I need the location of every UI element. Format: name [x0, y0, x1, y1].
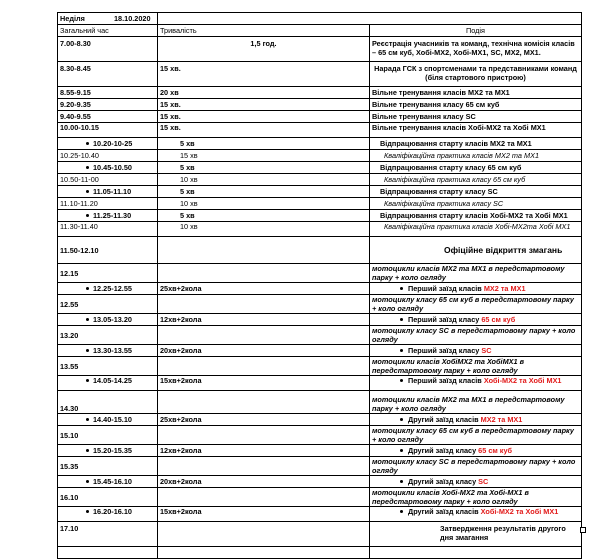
table-row: 9.20-9.35 15 хв. Вільне тренування класу 65 см куб [58, 99, 582, 111]
table-row: 12.25-12.55 25хв+2кола Перший заїзд класів МХ2 та МХ1 [58, 283, 582, 295]
header-row-day [58, 13, 582, 25]
table-row: 10.00-10.15 15 хв. Вільне тренування класів Хобі-МХ2 та Хобі МХ1 [58, 123, 582, 138]
table-row: 11.05-11.10 5 хв Відпрацювання старту класу SC [58, 186, 582, 198]
date-cell: 18.10.2020 [158, 13, 582, 25]
table-row: 10.20-10-25 5 хв Відпрацювання старту класів МХ2 та МХ1 [58, 138, 582, 150]
table-row: 15.45-16.10 20хв+2кола Другий заїзд класу SC [58, 476, 582, 488]
bullet-icon [86, 166, 89, 169]
bullet-icon [86, 349, 89, 352]
table-row: 8.55-9.15 20 хв Вільне тренування класів МХ2 та МХ1 [58, 87, 582, 99]
table-row: 16.20-16.10 15хв+2кола Другий заїзд класів Хобі-МХ2 та Хобі МХ1 [58, 507, 582, 522]
table-row: 14.05-14.25 15хв+2кола Перший заїзд класів Хобі-МХ2 та Хобі МХ1 [58, 376, 582, 391]
bullet-icon [400, 287, 403, 290]
table-row: 13.30-13.55 20хв+2кола Перший заїзд класу SC [58, 345, 582, 357]
bullet-icon [86, 190, 89, 193]
table-row: 14.40-15.10 25хв+2кола Другий заїзд класів МХ2 та МХ1 [58, 414, 582, 426]
table-row: 13.20 мотоциклу класу SC в передстартовому парку + коло огляду [58, 326, 582, 345]
table-row: 14.30 мотоцикли класів МХ2 та МХ1 в передстартовому парку + коло огляду [58, 391, 582, 414]
day-cell: Неділя [58, 13, 158, 25]
bullet-icon [86, 510, 89, 513]
bullet-icon [400, 480, 403, 483]
col-time-header: Загальний час [58, 25, 158, 37]
bullet-icon [400, 449, 403, 452]
bullet-icon [400, 318, 403, 321]
bullet-icon [86, 318, 89, 321]
table-row: 15.20-15.35 12хв+2кола Другий заїзд класу 65 см куб [58, 445, 582, 457]
bullet-icon [86, 287, 89, 290]
table-row: 12.55 мотоциклу класу 65 см куб в передстартовому парку + коло огляду [58, 295, 582, 314]
bullet-icon [400, 510, 403, 513]
table-row: 12.15 мотоцикли класів МХ2 та МХ1 в передстартовому парку + коло огляду [58, 264, 582, 283]
table-row: 15.35 мотоциклу класу SC в передстартовому парку + коло огляду [58, 457, 582, 476]
table-row: 10.45-10.50 5 хв Відпрацювання старту класу 65 см куб [58, 162, 582, 174]
table-row: 8.30-8.45 15 хв. Нарада ГСК з спортсменами та представниками команд (біля стартового пристрою) [58, 62, 582, 87]
bullet-icon [86, 379, 89, 382]
bullet-icon [86, 480, 89, 483]
bullet-icon [86, 142, 89, 145]
table-row: 15.10 мотоциклу класу 65 см куб в передстартовому парку + коло огляду [58, 426, 582, 445]
table-row: 11.25-11.30 5 хв Відпрацювання старту класів Хобі-МХ2 та Хобі МХ1 [58, 210, 582, 222]
table-row: 11.50-12.10 Офіційне відкриття змагань [58, 237, 582, 264]
table-row: 13.55 мотоцикли класів ХобіМХ2 та ХобіМХ1 в передстартовому парку + коло огляду [58, 357, 582, 376]
bullet-icon [400, 418, 403, 421]
table-row: 9.40-9.55 15 хв. Вільне тренування класу SC [58, 111, 582, 123]
col-dur-header: Тривалість [158, 25, 370, 37]
table-row: 7.00-8.30 1,5 год. Реєстрація учасників та команд, технічна комісія класів – 65 см куб, Хобі-МХ2, Хобі-МХ1, SC, MX2, MX1. [58, 37, 582, 62]
table-resize-handle[interactable] [580, 527, 586, 533]
table-row: 10.50-11-00 10 хв Кваліфікаційна практика класу 65 см куб [58, 174, 582, 186]
table-row: 11.30-11.40 10 хв Кваліфікаційна практика класів Хобі-МХ2та Хобі МХ1 [58, 222, 582, 237]
bullet-icon [400, 349, 403, 352]
bullet-icon [86, 449, 89, 452]
table-row: 11.10-11.20 10 хв Кваліфікаційна практика класу SC [58, 198, 582, 210]
table-row: 17.10 Затвердження результатів другого дня змагання [58, 522, 582, 547]
table-row: 16.10 мотоцикли класів Хобі-МХ2 та Хобі-МХ1 в передстартовому парку + коло огляду [58, 488, 582, 507]
bullet-icon [86, 214, 89, 217]
bullet-icon [86, 418, 89, 421]
bullet-icon [400, 379, 403, 382]
schedule-table [57, 12, 582, 559]
table-row [58, 547, 582, 559]
table-row: 13.05-13.20 12хв+2кола Перший заїзд класу 65 см куб [58, 314, 582, 326]
header-row [58, 25, 582, 37]
table-row: 10.25-10.40 15 хв Кваліфікаційна практика класів МХ2 та МХ1 [58, 150, 582, 162]
col-event-header: Подія [370, 25, 582, 37]
